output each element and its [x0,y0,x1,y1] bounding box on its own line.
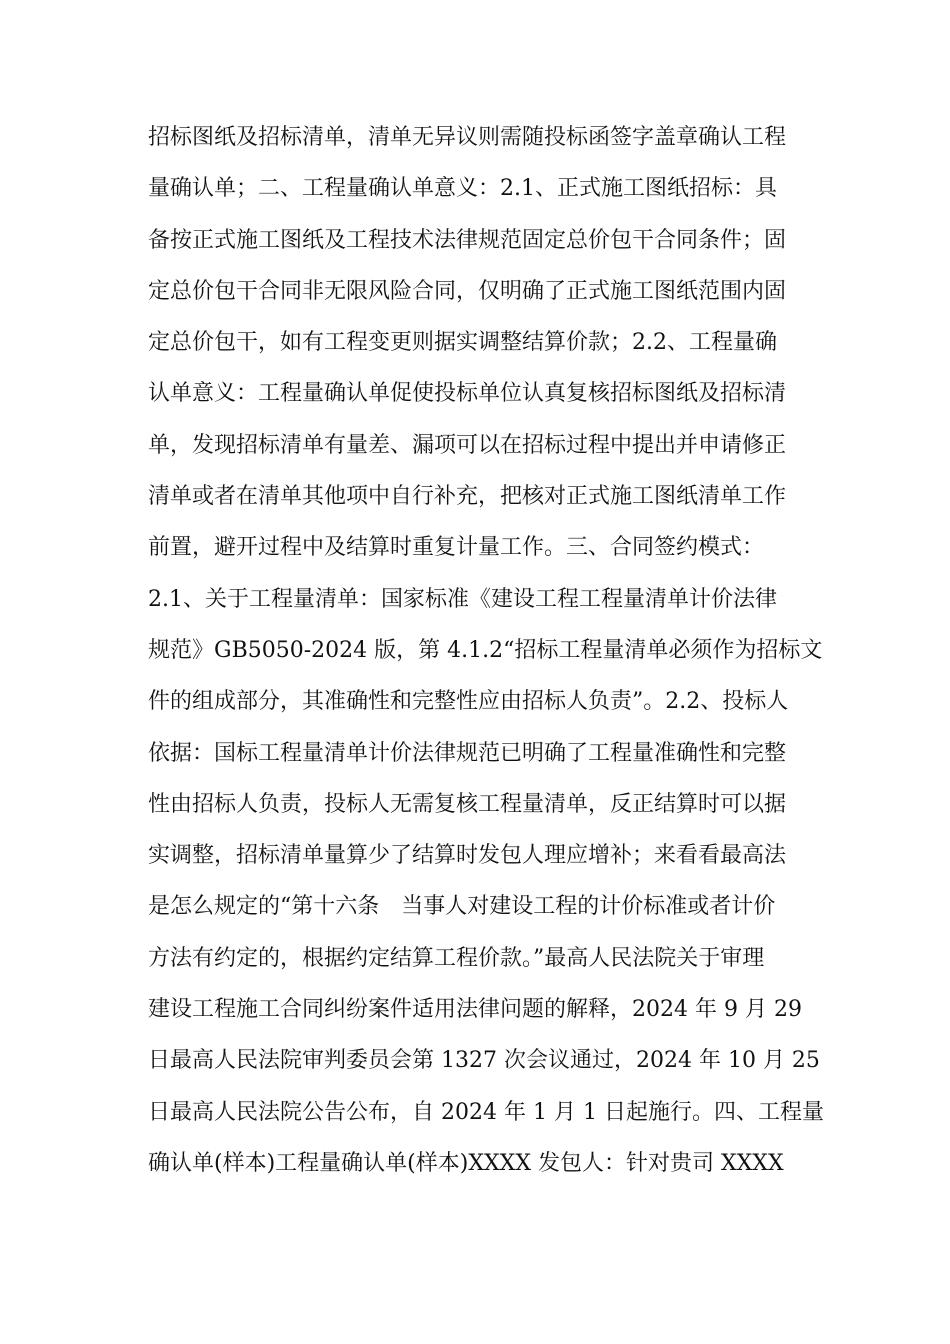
text-line: 建设工程施工合同纠纷案件适用法律问题的解释，2024 年 9 月 29 [148,997,802,1023]
text-line: 是怎么规定的“第十六条 当事人对建设工程的计价标准或者计价 [148,894,776,920]
text-line: 方法有约定的，根据约定结算工程价款。”最高人民法院关于审理 [148,945,765,971]
text-line: 依据：国标工程量清单计价法律规范已明确了工程量准确性和完整 [148,740,787,766]
text-line: 定总价包干合同非无限风险合同，仅明确了正式施工图纸范围内固 [148,278,787,304]
text-line: 确认单(样本)工程量确认单(样本)XXXX 发包人：针对贵司 XXXX [148,1150,784,1176]
text-line: 实调整，招标清单量算少了结算时发包人理应增补；来看看最高法 [148,843,787,869]
text-line: 单，发现招标清单有量差、漏项可以在招标过程中提出并申请修正 [148,432,787,458]
text-line: 认单意义：工程量确认单促使投标单位认真复核招标图纸及招标清 [148,381,787,407]
text-line: 招标图纸及招标清单，清单无异议则需随投标函签字盖章确认工程 [148,125,787,150]
body-text [148,116,824,1193]
text-line: 前置，避开过程中及结算时重复计量工作。三、合同签约模式： [148,535,765,561]
text-line: 量确认单；二、工程量确认单意义：2.1、正式施工图纸招标：具 [148,176,777,202]
text-line: 备按正式施工图纸及工程技术法律规范固定总价包干合同条件；固 [148,227,787,253]
text-line: 件的组成部分，其准确性和完整性应由招标人负责”。2.2、投标人 [148,689,789,715]
text-line: 清单或者在清单其他项中自行补充，把核对正式施工图纸清单工作 [148,484,787,510]
text-line: 2.1、关于工程量清单：国家标准《建设工程工程量清单计价法律 [148,586,777,612]
text-line: 性由招标人负责，投标人无需复核工程量清单，反正结算时可以据 [148,791,787,817]
text-line: 定总价包干，如有工程变更则据实调整结算价款；2.2、工程量确 [148,330,777,356]
text-line: 日最高人民法院公告公布，自 2024 年 1 月 1 日起施行。四、工程量 [148,1099,824,1125]
text-line: 日最高人民法院审判委员会第 1327 次会议通过，2024 年 10 月 25 [148,1048,820,1074]
text-line: 规范》GB5050-2024 版，第 4.1.2“招标工程量清单必须作为招标文 [148,637,823,663]
